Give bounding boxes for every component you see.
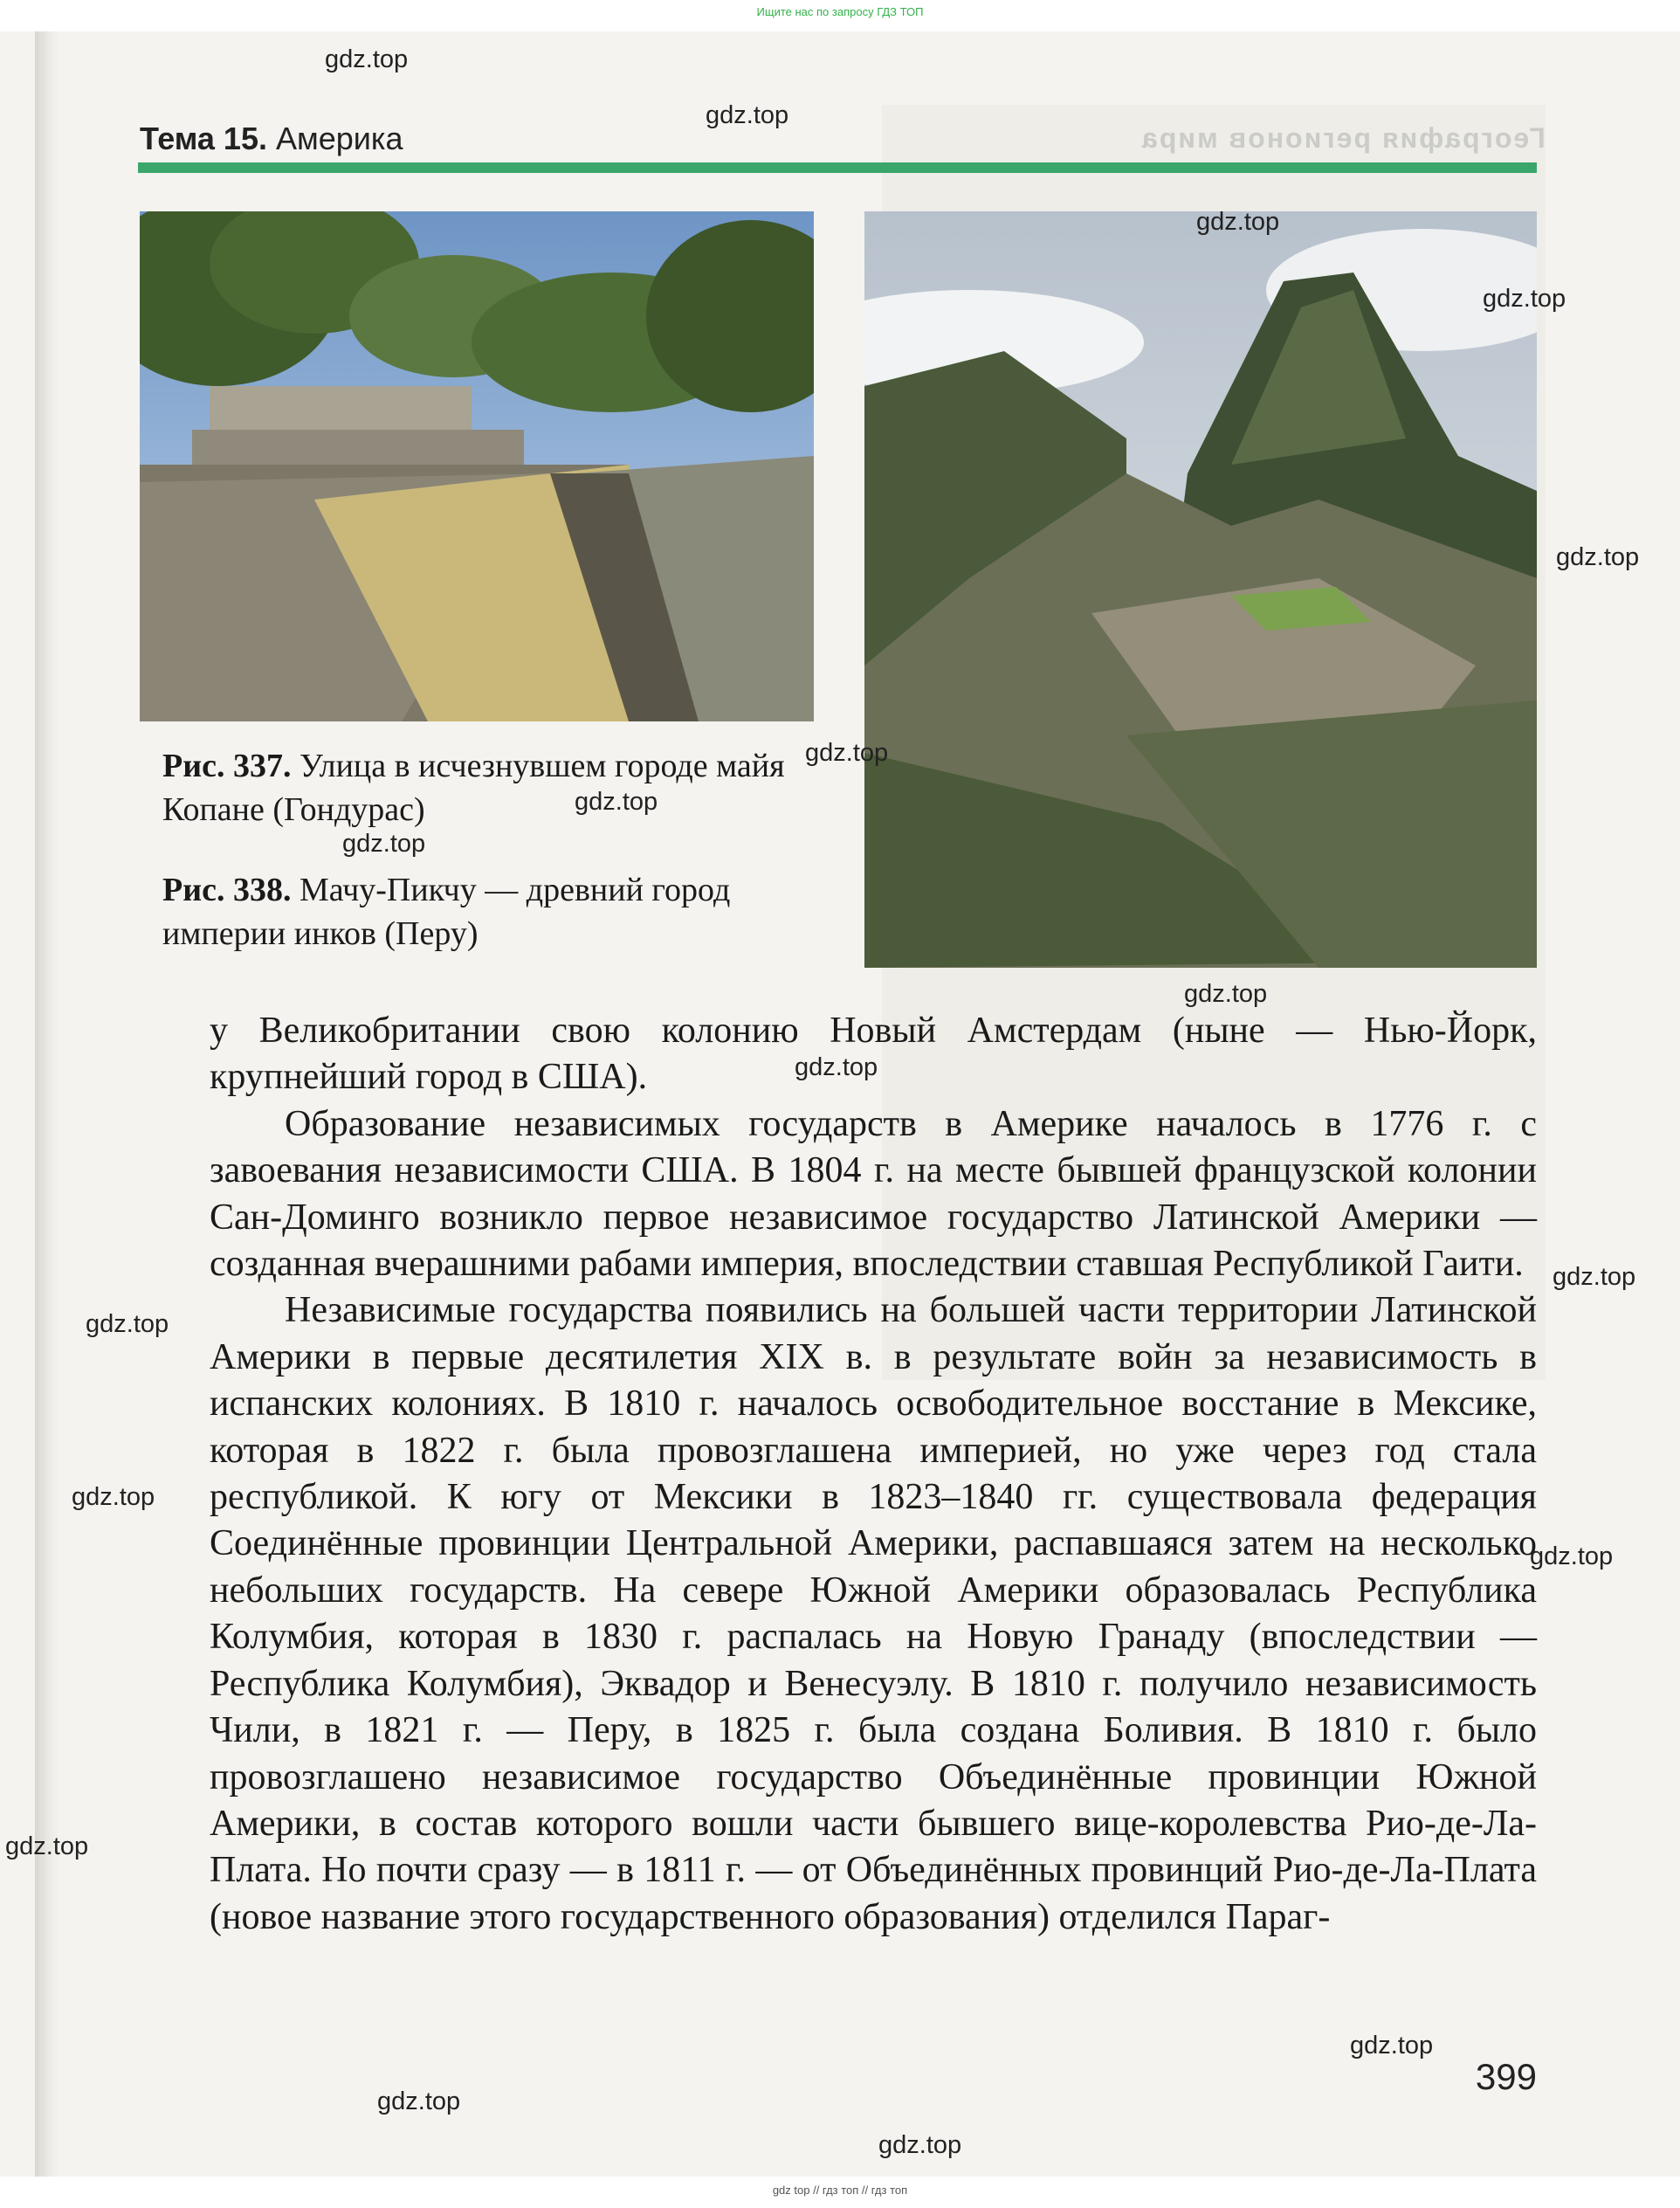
watermark: gdz.top: [1196, 208, 1280, 236]
paragraph-2: Образование независимых государств в Америке началось в 1776 г. с завоевания независимости США. В 1804 г. на месте бывшей французской колонии Сан-Доминго возникло первое независимое государство Латинской Америки — созданная вчерашними рабами империя, впоследствии ставшая Республикой Гаити.: [210, 1103, 1537, 1285]
figure-caption-338: [162, 868, 826, 956]
chapter-header: [140, 121, 1537, 157]
figure-number-338: Рис. 338.: [162, 872, 292, 908]
watermark: gdz.top: [1553, 1263, 1636, 1291]
watermark: gdz.top: [5, 1832, 89, 1860]
bottom-banner[interactable]: gdz top // гдз топ // гдз топ: [772, 2184, 908, 2197]
watermark: gdz.top: [1530, 1542, 1614, 1570]
watermark: gdz.top: [706, 101, 789, 129]
photo-machu-picchu: [864, 211, 1537, 968]
watermark: gdz.top: [878, 2131, 962, 2159]
watermark: gdz.top: [795, 1053, 878, 1081]
figure-text-337: Улица в исчезнувшем городе майя Копане (Гондурас): [162, 748, 785, 828]
watermark: gdz.top: [72, 1483, 155, 1511]
paragraph-1: у Великобритании свою колонию Новый Амстердам (ныне — Нью-Йорк, крупнейший город в США).: [210, 1011, 1537, 1098]
watermark: gdz.top: [1350, 2032, 1434, 2060]
watermark: gdz.top: [1184, 980, 1268, 1008]
figure-number-337: Рис. 337.: [162, 748, 292, 784]
watermark: gdz.top: [377, 2087, 461, 2115]
watermark: gdz.top: [342, 830, 426, 858]
mirrored-header-bleed: География регионов мира: [1140, 122, 1546, 154]
header-rule: [138, 162, 1537, 173]
watermark: gdz.top: [1556, 543, 1640, 571]
top-banner[interactable]: Ищите нас по запросу ГДЗ ТОП: [756, 5, 924, 18]
photo-copan-street: [140, 211, 814, 721]
watermark: gdz.top: [86, 1310, 169, 1338]
watermark: gdz.top: [325, 45, 409, 73]
watermark: gdz.top: [1483, 285, 1566, 313]
body-text: [210, 1008, 1537, 1941]
figure-text-338: Мачу-Пикчу — древний город империи инков (Перу): [162, 872, 731, 952]
watermark: gdz.top: [805, 739, 889, 767]
page-number: 399: [1475, 2056, 1537, 2097]
chapter-name: Америка: [275, 121, 403, 156]
watermark: gdz.top: [575, 788, 658, 816]
chapter-label: Тема 15.: [140, 121, 267, 156]
figure-caption-337: [162, 744, 826, 831]
paragraph-3: Независимые государства появились на большей части территории Латинской Америки в первые десятилетия XIX в. в результате войн за независимость в испанских колониях. В 1810 г. началось освободительное восстание в Мексике, которая в 1822 г. была провозглашена империей, но уже через год стала республикой. К югу от Мексики в 1823–1840 гг. существовала федерация Соединённые провинции Центральной Америки, распавшаяся затем на несколько небольших государств. На севере Южной Америки образовалась Республика Колумбия, которая в 1830 г. распалась на Новую Гранаду (впоследствии — Республика Колумбия), Эквадор и Венесуэлу. В 1810 г. получило независимость Чили, в 1821 г. — Перу, в 1825 г. была создана Боливия. В 1810 г. было провозглашено независимое государство Объединённые провинции Южной Америки, в состав которого вошли части бывшего вице-королевства Рио-де-Ла-Плата. Но почти сразу — в 1811 г. — от Объединённых провинций Рио-де-Ла-Плата (новое название этого государственного образования) отделился Параг-: [210, 1290, 1537, 1937]
